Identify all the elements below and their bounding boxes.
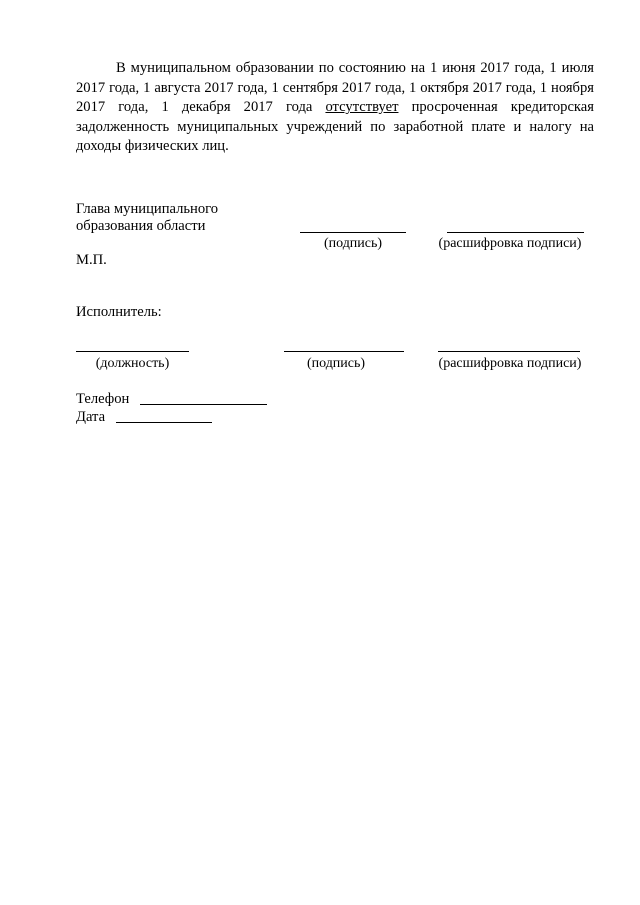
seal-label: М.П. (76, 252, 107, 268)
executor-position-line (76, 351, 189, 352)
executor-label: Исполнитель: (76, 304, 162, 320)
executor-signature-line (284, 351, 404, 352)
paragraph-underlined-word: отсутствует (325, 99, 399, 116)
head-signature-caption: (подпись) (323, 236, 383, 251)
paragraph-text-start: В муниципальном образовании по состоянию на 1 июня 2017 года, 1 июля 2017 года, 1 августа 2017 года, 1 сентября 2017 года, 1 октября 2017 года, 1 ноября 2017 года, 1 декабря 2017 года (76, 60, 594, 116)
main-paragraph (76, 59, 594, 157)
date-label: Дата (76, 409, 106, 425)
executor-decoding-line (438, 351, 580, 352)
head-decoding-caption: (расшифровка подписи) (438, 236, 582, 251)
phone-line (140, 404, 267, 405)
executor-position-caption: (должность) (95, 356, 170, 371)
phone-label: Телефон (76, 391, 130, 407)
head-title-line1: Глава муниципального (76, 201, 219, 217)
head-decoding-line (447, 232, 584, 233)
head-title-line2: образования области (76, 218, 206, 234)
paragraph-text-end: просроченная кредиторская задолженность муниципальных учреждений по заработной плате и налогу на доходы физических лиц. (76, 99, 594, 155)
date-line (116, 422, 212, 423)
executor-decoding-caption: (расшифровка подписи) (438, 356, 582, 371)
executor-signature-caption: (подпись) (306, 356, 366, 371)
head-signature-line (300, 232, 406, 233)
